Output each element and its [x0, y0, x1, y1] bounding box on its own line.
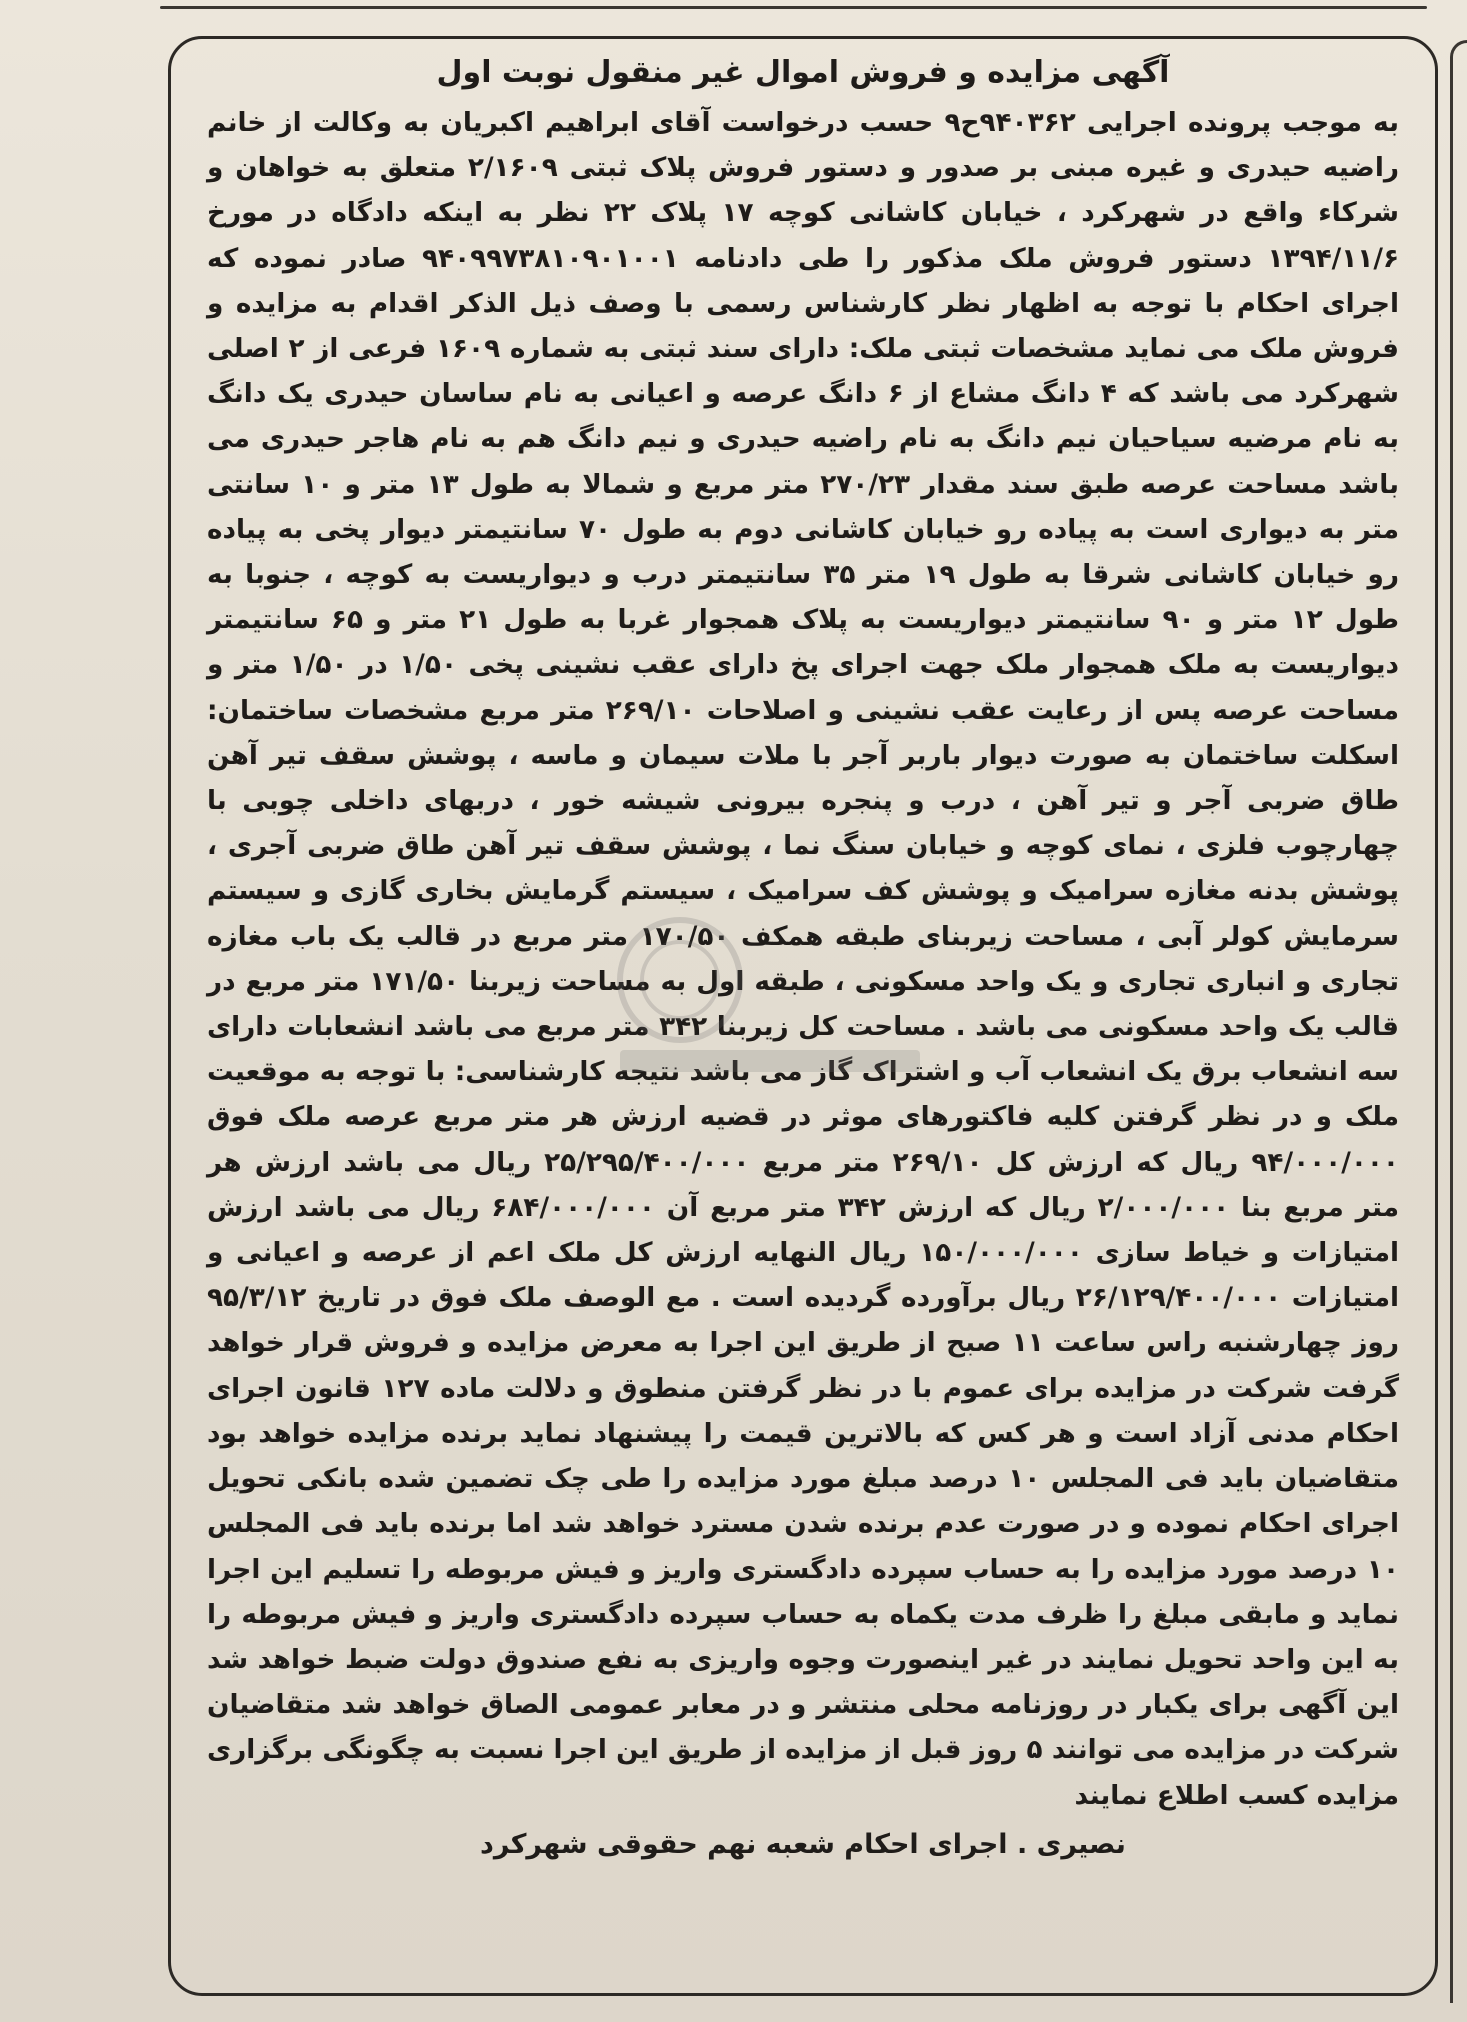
top-border-line	[160, 6, 1427, 9]
notice-body-text: به موجب پرونده اجرایی ۹۴۰۳۶۲ح۹ حسب درخواست آقای ابراهیم اکبریان به وکالت از خانم راضیه حیدری و غیره مبنی بر صدور و دستور فروش پلاک ثبتی ۲/۱۶۰۹ متعلق به خواهان و شرکاء واقع در شهرکرد ، خیابان کاشانی کوچه ۱۷ پلاک ۲۲ نظر به اینکه دادگاه در مورخ ۱۳۹۴/۱۱/۶ دستور فروش ملک مذکور را طی دادنامه ۹۴۰۹۹۷۳۸۱۰۹۰۱۰۰۱ صادر نموده که اجرای احکام با توجه به اظهار نظر کارشناس رسمی با وصف ذیل الذکر اقدام به مزایده و فروش ملک می نماید مشخصات ثبتی ملک: دارای سند ثبتی به شماره ۱۶۰۹ فرعی از ۲ اصلی شهرکرد می باشد که ۴ دانگ مشاع از ۶ دانگ عرصه و اعیانی به نام ساسان حیدری یک دانگ به نام مرضیه سیاحیان نیم دانگ به نام راضیه حیدری و نیم دانگ هم به نام هاجر حیدری می باشد مساحت عرصه طبق سند مقدار ۲۷۰/۲۳ متر مربع و شمالا به طول ۱۳ متر و ۱۰ سانتی متر به دیواری است به پیاده رو خیابان کاشانی دوم به طول ۷۰ سانتیمتر دیوار پخی به پیاده رو خیابان کاشانی شرقا به طول ۱۹ متر ۳۵ سانتیمتر درب و دیواریست به کوچه ، جنوبا به طول ۱۲ متر و ۹۰ سانتیمتر دیواریست به پلاک همجوار غربا به طول ۲۱ متر و ۶۵ سانتیمتر دیواریست به ملک همجوار ملک جهت اجرای پخ دارای عقب نشینی پخی ۱/۵۰ در ۱/۵۰ متر و مساحت عرصه پس از رعایت عقب نشینی و اصلاحات ۲۶۹/۱۰ متر مربع مشخصات ساختمان: اسکلت ساختمان به صورت دیوار باربر آجر با ملات سیمان و ماسه ، پوشش سقف تیر آهن طاق ضربی آجر و تیر آهن ، درب و پنجره بیرونی شیشه خور ، دربهای داخلی چوبی با چهارچوب فلزی ، نمای کوچه و خیابان سنگ نما ، پوشش سقف تیر آهن طاق ضربی آجری ، پوشش بدنه مغازه سرامیک و پوشش کف سرامیک ، سیستم گرمایش بخاری گازی و سیستم سرمایش کولر آبی ، مساحت زیربنای طبقه همکف ۱۷۰/۵۰ متر مربع در قالب یک باب مغازه تجاری و انباری تجاری و یک واحد مسکونی ، طبقه اول به مساحت زیربنا ۱۷۱/۵۰ متر مربع در قالب یک واحد مسکونی می باشد . مساحت کل زیربنا ۳۴۲ متر مربع می باشد انشعابات دارای سه انشعاب برق یک انشعاب آب و اشتراک گاز می باشد نتیجه کارشناسی: با توجه به موقعیت ملک و در نظر گرفتن کلیه فاکتورهای موثر در قضیه ارزش هر متر مربع عرصه ملک فوق ۹۴/۰۰۰/۰۰۰ ریال که ارزش کل ۲۶۹/۱۰ متر مربع ۲۵/۲۹۵/۴۰۰/۰۰۰ ریال می باشد ارزش هر متر مربع بنا ۲/۰۰۰/۰۰۰ ریال که ارزش ۳۴۲ متر مربع آن ۶۸۴/۰۰۰/۰۰۰ ریال می باشد ارزش امتیازات و خیاط سازی ۱۵۰/۰۰۰/۰۰۰ ریال النهایه ارزش کل ملک اعم از عرصه و اعیانی و امتیازات ۲۶/۱۲۹/۴۰۰/۰۰۰ ریال برآورده گردیده است . مع الوصف ملک فوق در تاریخ ۹۵/۳/۱۲ روز چهارشنبه راس ساعت ۱۱ صبح از طریق این اجرا به معرض مزایده و فروش قرار خواهد گرفت شرکت در مزایده برای عموم با در نظر گرفتن منطوق و دلالت ماده ۱۲۷ قانون اجرای احکام مدنی آزاد است و هر کس که بالاترین قیمت را پیشنهاد نماید برنده مزایده خواهد بود متقاضیان باید فی المجلس ۱۰ درصد مبلغ مورد مزایده را طی چک تضمین شده بانکی تحویل اجرای احکام نموده و در صورت عدم برنده شدن مسترد خواهد شد اما برنده باید فی المجلس ۱۰ درصد مورد مزایده را به حساب سپرده دادگستری واریز و فیش مربوطه را تسلیم این اجرا نماید و مابقی مبلغ را ظرف مدت یکماه به حساب سپرده دادگستری واریز و فیش مربوطه را به این واحد تحویل نمایند در غیر اینصورت وجوه واریزی به نفع صندوق دولت ضبط خواهد شد این آگهی برای یکبار در روزنامه محلی منتشر و در معابر عمومی الصاق خواهد شد متقاضیان شرکت در مزایده می توانند ۵ روز قبل از مزایده از طریق این اجرا نسبت به چگونگی برگزاری مزایده کسب اطلاع نمایند	[207, 108, 1400, 1811]
adjacent-notice-frame	[1450, 40, 1467, 2003]
top-border-edge	[0, 0, 1467, 14]
notice-title: آگهی مزایده و فروش اموال غیر منقول نوبت اول	[436, 55, 1170, 90]
notice-signature: نصیری . اجرای احکام شعبه نهم حقوقی شهرکرد	[480, 1828, 1126, 1860]
watermark-logo	[560, 900, 940, 1100]
